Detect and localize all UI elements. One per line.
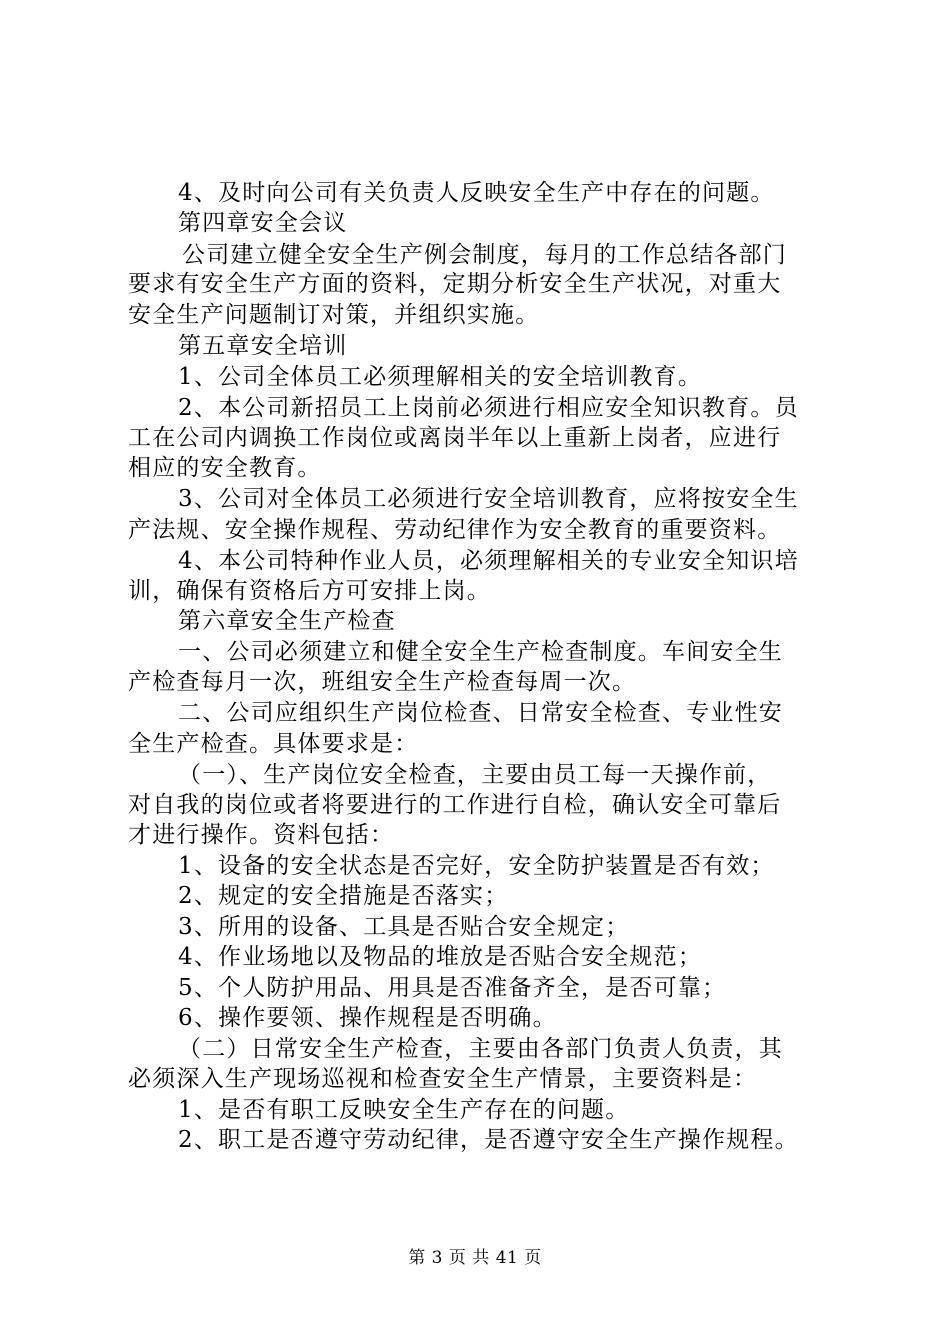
text-line-24: 2、规定的安全措施是否落实； [178,883,509,909]
text-line-1: 4、及时向公司有关负责人反映安全生产中存在的问题。 [178,180,775,206]
text-line-27: 5、个人防护用品、用具是否准备齐全，是否可靠； [178,975,727,1001]
text-line-14: 训，确保有资格后方可安排上岗。 [128,578,491,604]
text-line-32: 2、职工是否遵守劳动纪律，是否遵守安全生产操作规程。 [178,1127,799,1153]
text-line-17: 产检查每月一次，班组安全生产检查每周一次。 [128,669,637,695]
text-line-9: 工在公司内调换工作岗位或离岗半年以上重新上岗者，应进行 [128,425,782,451]
text-line-8: 2、本公司新招员工上岗前必须进行相应安全知识教育。员 [178,395,799,421]
text-line-3: 公司建立健全安全生产例会制度，每月的工作总结各部门 [182,242,787,268]
text-line-28: 6、操作要领、操作规程是否明确。 [178,1005,557,1031]
text-line-29: （二）日常安全生产检查，主要由各部门负责人负责，其 [178,1036,783,1062]
chapter-heading-6: 第六章安全生产检查 [178,608,396,634]
text-line-13: 4、本公司特种作业人员，必须理解相关的专业安全知识培 [178,548,799,574]
text-line-5: 安全生产问题制订对策，并组织实施。 [128,302,540,328]
text-line-30: 必须深入生产现场巡视和检查安全生产情景，主要资料是： [128,1066,758,1092]
text-line-22: 才进行操作。资料包括： [128,822,395,848]
page-number-footer: 第 3 页 共 41 页 [408,1248,542,1268]
text-line-12: 产法规、安全操作规程、劳动纪律作为安全教育的重要资料。 [128,517,782,543]
text-line-19: 全生产检查。具体要求是： [128,731,419,757]
text-line-26: 4、作业场地以及物品的堆放是否贴合安全规范； [178,944,703,970]
text-line-10: 相应的安全教育。 [128,455,322,481]
text-line-16: 一、公司必须建立和健全安全生产检查制度。车间安全生 [178,639,783,665]
text-line-20: （一）、生产岗位安全检查，主要由员工每一天操作前， [178,762,772,788]
text-line-11: 3、公司对全体员工必须进行安全培训教育，应将按安全生 [178,486,799,512]
text-line-31: 1、是否有职工反映安全生产存在的问题。 [178,1097,630,1123]
text-line-21: 对自我的岗位或者将要进行的工作进行自检，确认安全可靠后 [128,792,782,818]
chapter-heading-5: 第五章安全培训 [178,333,348,359]
text-line-7: 1、公司全体员工必须理解相关的安全培训教育。 [178,364,703,390]
text-line-4: 要求有安全生产方面的资料，定期分析安全生产状况，对重大 [128,271,782,297]
chapter-heading-4: 第四章安全会议 [178,210,348,236]
text-line-18: 二、公司应组织生产岗位检查、日常安全检查、专业性安 [178,700,783,726]
text-line-25: 3、所用的设备、工具是否贴合安全规定； [178,914,630,940]
text-line-23: 1、设备的安全状态是否完好，安全防护装置是否有效； [178,853,775,879]
